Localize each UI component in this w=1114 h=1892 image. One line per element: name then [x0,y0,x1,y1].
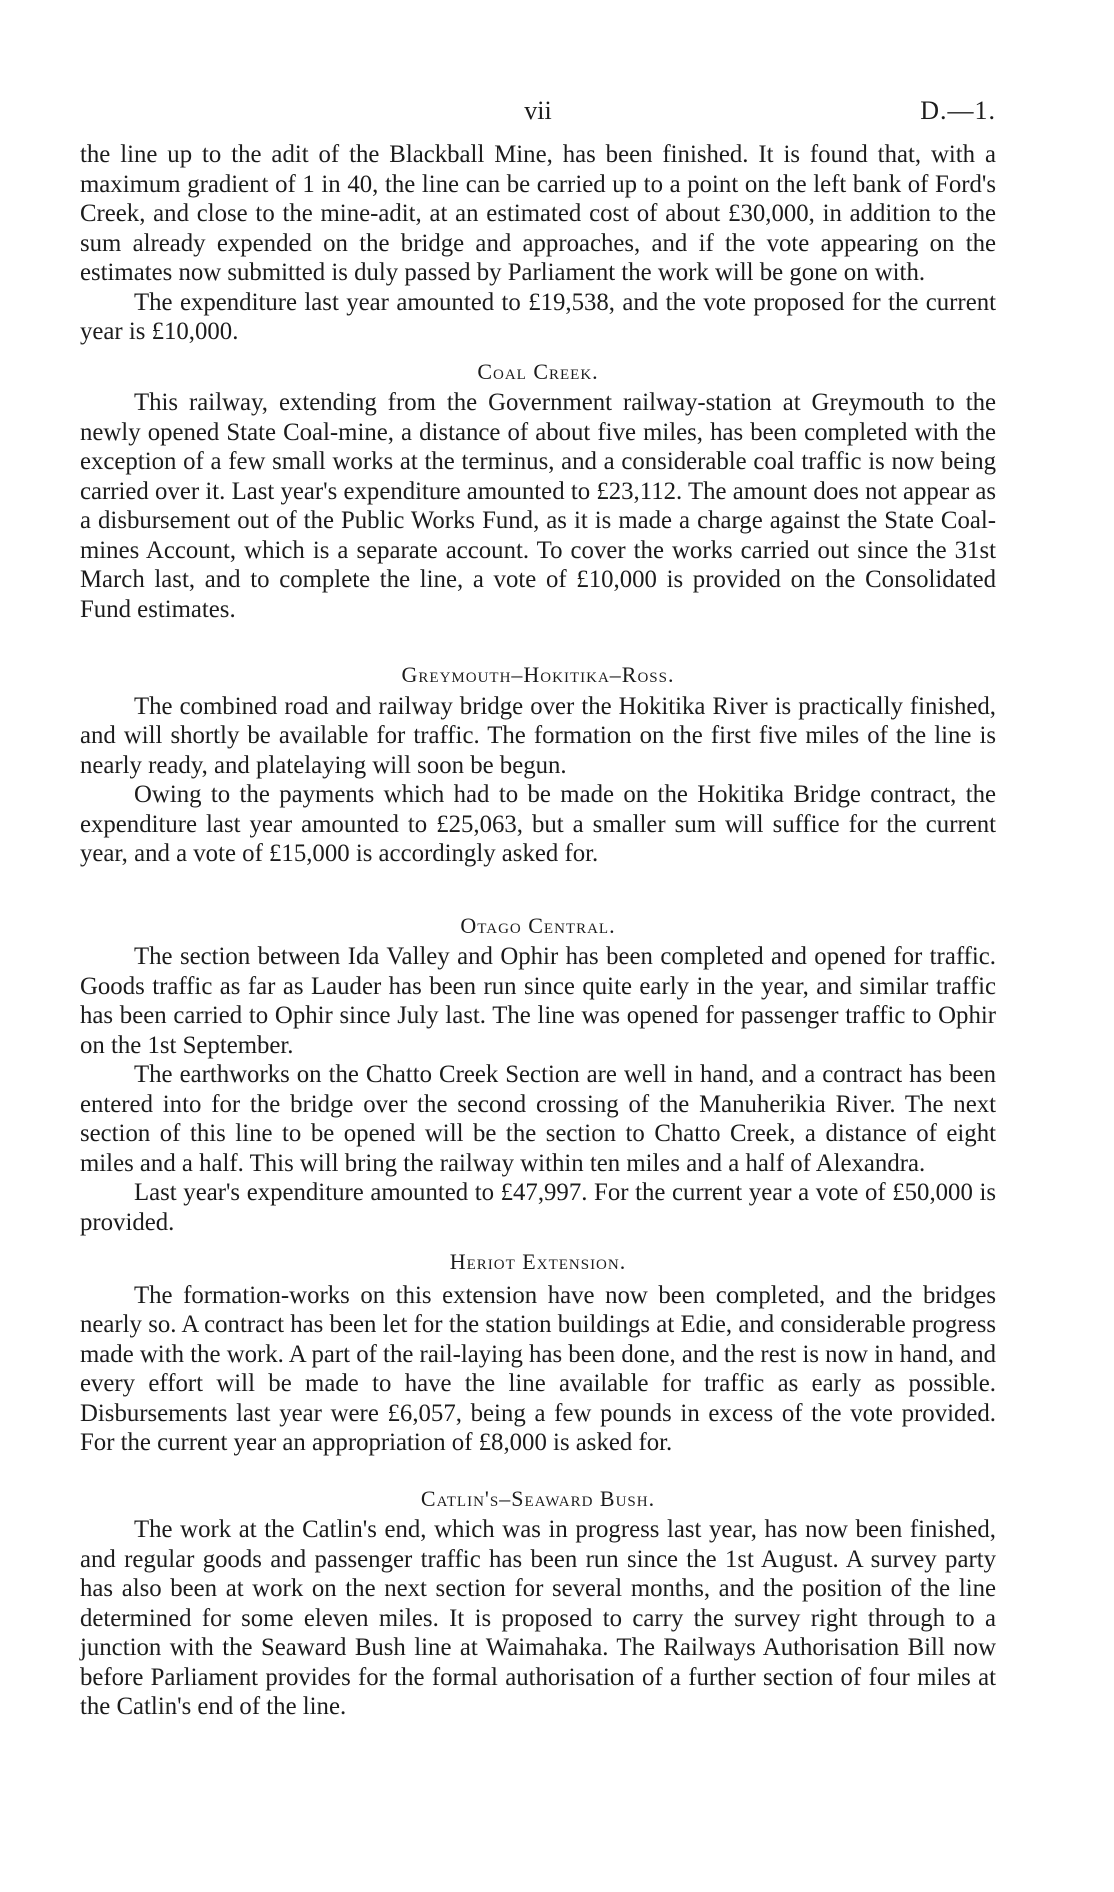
section-paragraph: The earthworks on the Chatto Creek Section are well in hand, and a contract has been entered into for the bridge over the second crossing of the Manuherikia River. The next section of this line to be opened will be the section to Chatto Creek, a distance of eight miles and a half. This will bring the railway within ten miles and a half of Alexandra. [80,1061,996,1177]
section-heading-greymouth-hokitika-ross: Greymouth–Hokitika–Ross. [401,662,675,687]
section-paragraph: The combined road and railway bridge over the Hokitika River is practically finished, and will shortly be available for traffic. The formation on the first five miles of the line is nearly ready, and platelaying will soon be begun. [80,692,996,779]
section-heading-heriot-extension: Heriot Extension. [449,1249,627,1274]
page-header [80,96,996,140]
section-paragraph: Owing to the payments which had to be made on the Hokitika Bridge contract, the expenditure last year amounted to £25,063, but a smaller sum will suffice for the current year, and a vote of £15,000 is accordingly asked for. [80,781,996,867]
expenditure-paragraph: The expenditure last year amounted to £19,538, and the vote proposed for the current year is £10,000. [80,288,996,345]
section-paragraph: This railway, extending from the Government railway-station at Greymouth to the newly opened State Coal-mine, a distance of about five miles, has been completed with the exception of a few small works at the terminus, and a considerable coal traffic is now being carried over it. Last year's expenditure amounted to £23,112. The amount does not appear as a disbursement out of the Public Works Fund, as it is made a charge against the State Coal-mines Account, which is a separate account. To cover the works carried out since the 31st March last, and to complete the line, a vote of £10,000 is provided on the Consolidated Fund estimates. [80,389,996,623]
section-heading-coal-creek: Coal Creek. [477,358,599,384]
section-heading-catlins-seaward-bush: Catlin's–Seaward Bush. [420,1485,656,1511]
page-number: vii [524,96,552,125]
section-paragraph: The work at the Catlin's end, which was in progress last year, has now been finished, and regular goods and passenger traffic has been run since the 1st August. A survey party has also been at work on the next section for several months, and the position of the line determined for some eleven miles. It is proposed to carry the survey right through to a junction with the Seaward Bush line at Waimahaka. The Railways Authorisation Bill now before Parliament provides for the formal authorisation of a further section of four miles at the Catlin's end of the line. [80,1516,996,1720]
continued-paragraph: the line up to the adit of the Blackball Mine, has been finished. It is found that, with a maximum gradient of 1 in 40, the line can be carried up to a point on the left bank of Ford's Creek, and close to the mine-adit, at an estimated cost of about £30,000, in addition to the sum already expended on the bridge and approaches, and if the vote appearing on the estimates now submitted is duly passed by Parliament the work will be gone on with. [80,141,996,286]
section-paragraph: The formation-works on this extension have now been completed, and the bridges nearly so. A contract has been let for the station buildings at Edie, and considerable progress made with the work. A part of the rail-laying has been done, and the rest is now in hand, and every effort will be made to have the line available for traffic as early as possible. Disbursements last year were £6,057, being a few pounds in excess of the vote provided. For the current year an appropriation of £8,000 is asked for. [80,1281,996,1456]
section-heading-otago-central: Otago Central. [460,912,616,938]
section-paragraph: Last year's expenditure amounted to £47,997. For the current year a vote of £50,000 is provided. [80,1179,996,1236]
document-page [80,96,996,1722]
document-code: D.—1. [920,96,996,125]
section-paragraph: The section between Ida Valley and Ophir has been completed and opened for traffic. Goods traffic as far as Lauder has been run since quite early in the year, and similar traffic has been carried to Ophir since July last. The line was opened for passenger traffic to Ophir on the 1st September. [80,943,996,1059]
